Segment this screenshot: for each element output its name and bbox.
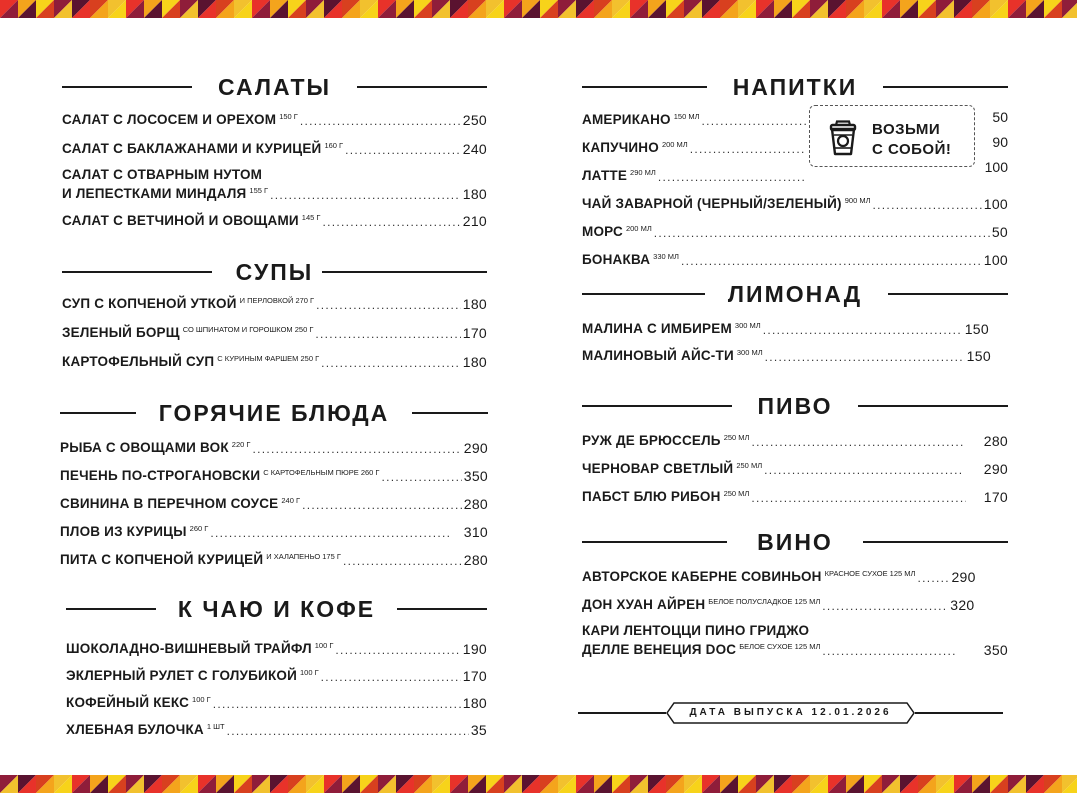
- menu-item: [582, 594, 1008, 613]
- item-price: 180: [462, 296, 487, 312]
- menu-item: [582, 486, 1008, 505]
- item-note: 100 Г: [314, 641, 334, 650]
- item-price: 190: [462, 641, 487, 657]
- item-note: 240 Г: [281, 496, 301, 505]
- item-price: 210: [462, 213, 487, 229]
- leader-dots: [751, 491, 966, 505]
- menu-item: [62, 109, 487, 128]
- item-note: 220 Г: [231, 440, 251, 449]
- item-note: 150 Г: [279, 112, 298, 121]
- item-price: 35: [470, 722, 487, 738]
- item-note: 155 Г: [249, 186, 269, 195]
- section-tea-coffee: [66, 594, 487, 738]
- item-note: СО ШПИНАТОМ И ГОРОШКОМ 250 Г: [182, 325, 314, 334]
- leader-dots: [381, 470, 461, 484]
- item-name: ЛАТТЕ: [582, 168, 628, 183]
- coffee-cup-icon: [828, 120, 858, 156]
- leader-dots: [300, 114, 461, 128]
- menu-item: [582, 458, 1008, 477]
- menu-item: [582, 318, 1008, 337]
- section-header: [582, 279, 1008, 309]
- item-price: 170: [983, 489, 1008, 505]
- menu-item: [582, 430, 1008, 449]
- item-price: 150: [964, 321, 989, 337]
- takeaway-line1: ВОЗЬМИ: [872, 121, 941, 138]
- takeaway-line2: С СОБОЙ!: [872, 141, 952, 158]
- section-soups: [62, 257, 487, 370]
- item-price: 50: [991, 224, 1008, 240]
- item-note: 300 МЛ: [734, 321, 761, 330]
- leader-dots: [213, 697, 461, 711]
- item-name: БОНАКВА: [582, 252, 651, 267]
- item-note: 200 МЛ: [625, 224, 652, 233]
- item-note: БЕЛОЕ ПОЛУСЛАДКОЕ 125 МЛ: [708, 597, 821, 606]
- item-note: 900 МЛ: [844, 196, 871, 205]
- item-price: 280: [463, 552, 488, 568]
- item-price: 180: [462, 186, 487, 202]
- menu-item: [582, 566, 1008, 585]
- leader-dots: [751, 435, 963, 449]
- item-name-line2: ДЕЛЛЕ ВЕНЕЦИЯ DOC: [582, 642, 737, 657]
- item-price: 280: [983, 433, 1008, 449]
- item-price: 170: [462, 668, 487, 684]
- leader-dots: [917, 571, 949, 585]
- item-note: 300 МЛ: [736, 348, 763, 357]
- leader-dots: [658, 170, 806, 184]
- decorative-stripe-bottom: [0, 775, 1077, 793]
- item-name: ХЛЕБНАЯ БУЛОЧКА: [66, 722, 204, 737]
- leader-dots: [681, 254, 982, 268]
- menu-item: [66, 719, 487, 738]
- section-header: [60, 398, 488, 428]
- leader-dots: [227, 724, 469, 738]
- item-note: 290 МЛ: [630, 168, 656, 177]
- menu-item: [66, 665, 487, 684]
- item-name: ЭКЛЕРНЫЙ РУЛЕТ С ГОЛУБИКОЙ: [66, 668, 297, 683]
- item-name: ДОН ХУАН АЙРЕН: [582, 597, 706, 612]
- item-price: 170: [462, 325, 487, 341]
- leader-dots: [322, 215, 460, 229]
- takeaway-badge: [809, 105, 975, 167]
- item-name: РЫБА С ОВОЩАМИ ВОК: [60, 440, 229, 455]
- section-title: ПИВО: [757, 393, 833, 419]
- item-name: КАПУЧИНО: [582, 140, 659, 155]
- item-name: КОФЕЙНЫЙ КЕКС: [66, 695, 190, 710]
- item-name: САЛАТ С ЛОСОСЕМ И ОРЕХОМ: [62, 112, 277, 127]
- item-note: И ПЕРЛОВКОЙ 270 Г: [239, 296, 315, 305]
- section-lemonade: [582, 279, 1008, 364]
- item-note: 145 Г: [301, 213, 321, 222]
- menu-item: [582, 109, 808, 128]
- item-name: КАРТОФЕЛЬНЫЙ СУП: [62, 354, 215, 369]
- leader-dots: [343, 554, 462, 568]
- item-name: ПЕЧЕНЬ ПО-СТРОГАНОВСКИ: [60, 468, 261, 483]
- leader-dots: [690, 142, 806, 156]
- item-name: ЧАЙ ЗАВАРНОЙ (ЧЕРНЫЙ/ЗЕЛЕНЫЙ): [582, 196, 842, 211]
- menu-item: [60, 493, 488, 512]
- leader-dots: [873, 198, 982, 212]
- menu-item: [582, 249, 1008, 268]
- section-header: [582, 527, 1008, 557]
- leader-dots: [763, 323, 963, 337]
- leader-dots: [210, 526, 450, 540]
- section-header: [62, 257, 487, 287]
- item-note: 100 Г: [192, 695, 211, 704]
- section-title: ЛИМОНАД: [727, 281, 863, 307]
- leader-dots: [822, 644, 957, 658]
- item-note: И ХАЛАПЕНЬО 175 Г: [266, 552, 341, 561]
- section-header: [582, 72, 1008, 102]
- section-title: ВИНО: [757, 529, 833, 555]
- menu-item: [66, 692, 487, 711]
- menu-item: [60, 521, 488, 540]
- item-note: 250 МЛ: [723, 433, 750, 442]
- item-name: АМЕРИКАНО: [582, 112, 671, 127]
- menu-item: [62, 351, 487, 370]
- menu-item: [62, 293, 487, 312]
- section-salads: [62, 72, 487, 229]
- item-price: 320: [950, 597, 975, 613]
- release-date-text: ДАТА ВЫПУСКА 12.01.2026: [689, 707, 892, 718]
- section-title: СУПЫ: [235, 259, 314, 285]
- item-name: МАЛИНА С ИМБИРЕМ: [582, 321, 732, 336]
- item-price: 180: [462, 354, 487, 370]
- item-name: САЛАТ С ВЕТЧИНОЙ И ОВОЩАМИ: [62, 213, 299, 228]
- item-name: ПАБСТ БЛЮ РИБОН: [582, 489, 721, 504]
- menu-item: [582, 137, 808, 156]
- item-note: С КАРТОФЕЛЬНЫМ ПЮРЕ 260 Г: [263, 468, 380, 477]
- item-name: ШОКОЛАДНО-ВИШНЕВЫЙ ТРАЙФЛ: [66, 641, 312, 656]
- section-title: САЛАТЫ: [217, 74, 332, 100]
- item-name: РУЖ ДЕ БРЮССЕЛЬ: [582, 433, 721, 448]
- menu-item: [582, 165, 808, 184]
- menu-item: [60, 437, 488, 456]
- section-hot-dishes: [60, 398, 488, 568]
- section-beer: [582, 391, 1008, 505]
- leader-dots: [252, 442, 461, 456]
- item-name: ЗЕЛЕНЫЙ БОРЩ: [62, 325, 180, 340]
- item-note: 160 Г: [324, 141, 344, 150]
- leader-dots: [822, 599, 948, 613]
- item-note: 260 Г: [189, 524, 209, 533]
- menu-item: [582, 193, 1008, 212]
- menu-item: [66, 638, 487, 657]
- item-name-line1: САЛАТ С ОТВАРНЫМ НУТОМ: [62, 167, 263, 182]
- item-name: САЛАТ С БАКЛАЖАНАМИ И КУРИЦЕЙ: [62, 141, 322, 156]
- item-price: 90: [992, 134, 1008, 150]
- item-name: ЧЕРНОВАР СВЕТЛЫЙ: [582, 461, 734, 476]
- menu-item: [60, 549, 488, 568]
- menu-item: [62, 210, 487, 229]
- item-price: 250: [462, 112, 487, 128]
- item-note: 250 МЛ: [736, 461, 763, 470]
- item-name: СУП С КОПЧЕНОЙ УТКОЙ: [62, 296, 237, 311]
- item-note: 100 Г: [300, 668, 319, 677]
- item-name: МОРС: [582, 224, 623, 239]
- item-note: С КУРИНЫМ ФАРШЕМ 250 Г: [217, 354, 320, 363]
- item-price: 180: [462, 695, 487, 711]
- item-price: 290: [463, 440, 488, 456]
- leader-dots: [302, 498, 462, 512]
- item-price: 100: [984, 159, 1008, 175]
- menu-item: [582, 623, 1008, 658]
- menu-item: [60, 465, 488, 484]
- item-note: БЕЛОЕ СУХОЕ 125 МЛ: [739, 642, 821, 651]
- item-name: ПИТА С КОПЧЕНОЙ КУРИЦЕЙ: [60, 552, 264, 567]
- section-title: К ЧАЮ И КОФЕ: [177, 596, 376, 622]
- leader-dots: [764, 463, 964, 477]
- menu-item: [582, 221, 1008, 240]
- item-note: 200 МЛ: [661, 140, 688, 149]
- menu-item: [62, 167, 487, 202]
- leader-dots: [315, 327, 460, 341]
- section-header: [62, 72, 487, 102]
- menu-item: [582, 345, 1008, 364]
- leader-dots: [321, 356, 461, 370]
- decorative-stripe-top: [0, 0, 1077, 18]
- leader-dots: [270, 188, 461, 202]
- item-name: СВИНИНА В ПЕРЕЧНОМ СОУСЕ: [60, 496, 279, 511]
- item-name-line2: И ЛЕПЕСТКАМИ МИНДАЛЯ: [62, 186, 247, 201]
- leader-dots: [321, 670, 461, 684]
- section-title: ГОРЯЧИЕ БЛЮДА: [158, 400, 390, 426]
- item-note: 250 МЛ: [723, 489, 750, 498]
- menu-item: [62, 138, 487, 157]
- item-price: 310: [463, 524, 488, 540]
- item-price: 100: [983, 252, 1008, 268]
- section-header: [582, 391, 1008, 421]
- section-wine: [582, 527, 1008, 658]
- leader-dots: [345, 143, 461, 157]
- item-price: 290: [951, 569, 976, 585]
- item-price: 50: [992, 109, 1008, 125]
- section-title: НАПИТКИ: [732, 74, 858, 100]
- item-price: 280: [463, 496, 488, 512]
- item-price: 150: [966, 348, 991, 364]
- item-price: 240: [462, 141, 487, 157]
- takeaway-text: [872, 120, 951, 160]
- item-name: МАЛИНОВЫЙ АЙС-ТИ: [582, 348, 734, 363]
- item-name-line1: КАРИ ЛЕНТОЦЦИ ПИНО ГРИДЖО: [582, 623, 810, 638]
- item-name: ПЛОВ ИЗ КУРИЦЫ: [60, 524, 187, 539]
- item-price: 350: [983, 642, 1008, 658]
- section-header: [66, 594, 487, 624]
- item-price: 290: [983, 461, 1008, 477]
- item-name: АВТОРСКОЕ КАБЕРНЕ СОВИНЬОН: [582, 569, 822, 584]
- leader-dots: [765, 350, 965, 364]
- menu-item: [62, 322, 487, 341]
- item-note: 1 ШТ: [206, 722, 225, 731]
- leader-dots: [335, 643, 460, 657]
- release-date-banner: [578, 702, 1003, 724]
- section-drinks: [582, 72, 1008, 268]
- item-price: 350: [463, 468, 488, 484]
- item-note: КРАСНОЕ СУХОЕ 125 МЛ: [824, 569, 916, 578]
- item-price: 100: [983, 196, 1008, 212]
- item-note: 330 МЛ: [653, 252, 679, 261]
- leader-dots: [654, 226, 990, 240]
- leader-dots: [702, 114, 806, 128]
- leader-dots: [316, 298, 461, 312]
- item-note: 150 МЛ: [673, 112, 700, 121]
